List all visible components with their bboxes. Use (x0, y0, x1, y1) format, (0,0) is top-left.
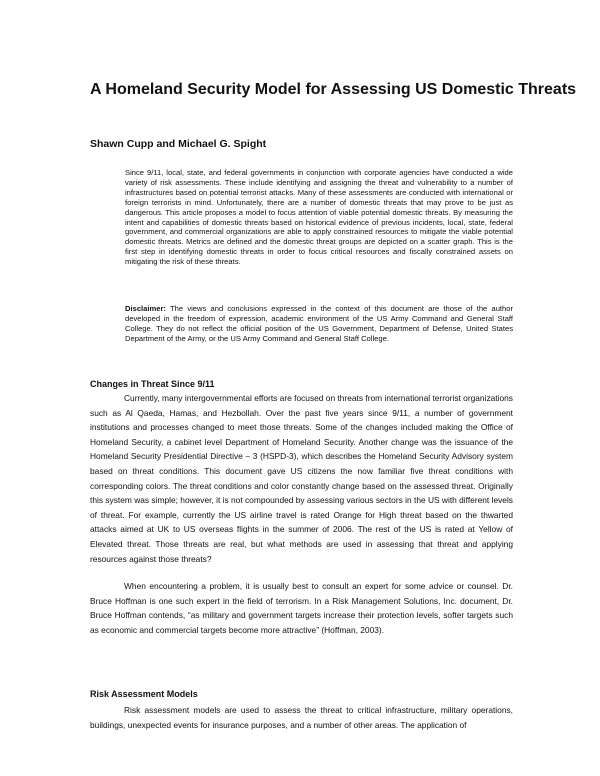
section-heading-risk-assessment: Risk Assessment Models (90, 689, 198, 699)
author-names: Shawn Cupp and Michael G. Spight (90, 138, 267, 150)
body-paragraph-2: When encountering a problem, it is usually best to consult an expert for some advice or counsel. Dr. Bruce Hoffman is one such expert in the field of terrorism. In a Risk Management Solutions, Inc. document, Dr. Bruce Hoffman contends, “as military and government targets increase their protection levels, softer targets such as economic and commercial targets become more attractive” (Hoffman, 2003). (90, 581, 513, 635)
section-heading-changes-in-threat: Changes in Threat Since 9/11 (90, 379, 215, 389)
body-paragraph-3: Risk assessment models are used to assess the threat to critical infrastructure, military operations, buildings, unexpected events for insurance purposes, and a number of other areas. The application of (90, 705, 513, 730)
disclaimer-text: The views and conclusions expressed in the context of this document are those of the author developed in the freedom of expression, academic environment of the US Army Command and General Staff College. They do not reflect the official position of the US Government, Department of Defense, United States Department of the Army, or the US Army Command and General Staff College. (125, 304, 513, 343)
disclaimer-label: Disclaimer: (125, 304, 166, 313)
abstract-paragraph: Since 9/11, local, state, and federal governments in conjunction with corporate agencies have conducted a wide variety of risk assessments. These include identifying and assigning the threat and vulnerability to a number of infrastructures based on potential terrorist attacks. Many of these assessments are conducted with international or foreign terrorists in mind. Unfortunately, there are a number of domestic threats that may prove to be just as dangerous. This article proposes a model to focus attention of viable potential domestic threats. By measuring the intent and capabilities of domestic threats based on historical evidence of previous incidents, local, state, federal government, and commercial organizations are able to apply constrained resources to mitigate the viable potential domestic threats. Metrics are defined and the domestic threat groups are depicted on a scatter graph. This is the first step in identifying domestic threats in order to focus critical resources and fiscally constrained assets on mitigating the risk of these threats. (125, 168, 513, 267)
paper-title: A Homeland Security Model for Assessing US Domestic Threats (90, 81, 577, 98)
disclaimer-paragraph (125, 304, 513, 344)
body-paragraph-1: Currently, many intergovernmental efforts are focused on threats from international terrorist organizations such as Al Qaeda, Hamas, and Hezbollah. Over the past five years since 9/11, a number of government institutions and processes changed to meet those threats. Some of the changes included making the Office of Homeland Security, a cabinet level Department of Homeland Security. Another change was the issuance of the Homeland Security Presidential Directive – 3 (HSPD-3), which describes the Homeland Security Advisory system based on threat conditions. This document gave US citizens the now familiar five threat conditions with corresponding colors. The threat conditions and color constantly change based on the assessed threat. Originally this system was simple; however, it is not compounded by assessing various sectors in the US with different levels of threat. For example, currently the US airline travel is rated Orange for High threat based on the thwarted attacks aimed at UK to US overseas flights in the summer of 2006. The rest of the US is rated at Yellow of Elevated threat. Those threats are real, but what methods are used in assessing that threat and applying resources against those threats? (90, 393, 513, 564)
